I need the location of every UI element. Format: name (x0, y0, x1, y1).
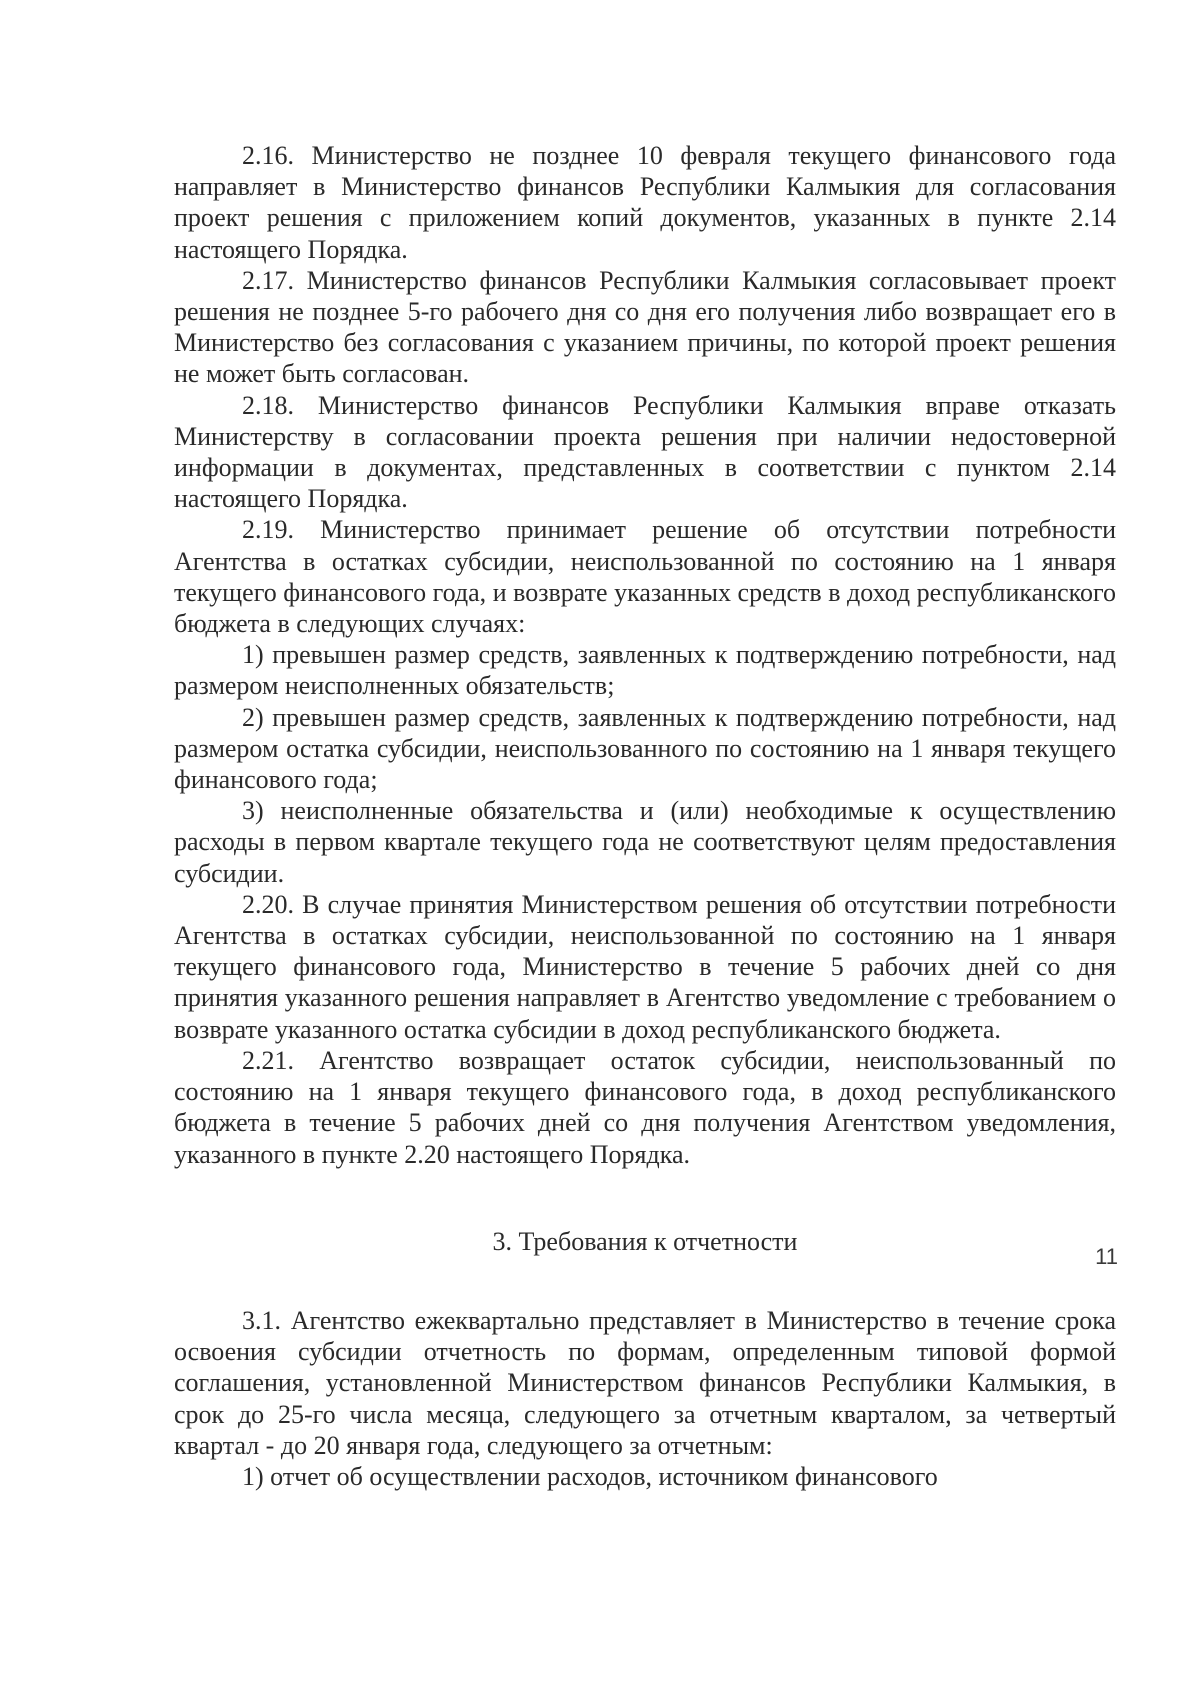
paragraph-2-20: 2.20. В случае принятия Министерством решения об отсутствии потребности Агентства в остатках субсидии, неиспользованной по состоянию на 1 января текущего финансового года, Министерство в течение 5 рабочих дней со дня принятия указанного решения направляет в Агентство уведомление с требованием о возврате указанного остатка субсидии в доход республиканского бюджета. (174, 889, 1116, 1044)
list-item-1: 1) превышен размер средств, заявленных к подтверждению потребности, над размером неисполненных обязательств; (174, 640, 1116, 701)
list-item-3: 3) неисполненные обязательства и (или) необходимые к осуществлению расходы в первом квартале текущего года не соответствуют целям предоставления субсидии. (174, 796, 1116, 888)
paragraph-2-21: 2.21. Агентство возвращает остаток субсидии, неиспользованный по состоянию на 1 января текущего финансового года, в доход республиканского бюджета в течение 5 рабочих дней со дня получения Агентством уведомления, указанного в пункте 2.20 настоящего Порядка. (174, 1045, 1116, 1169)
page-number: 11 (1095, 1244, 1118, 1269)
paragraph-2-19: 2.19. Министерство принимает решение об отсутствии потребности Агентства в остатках субсидии, неиспользованной по состоянию на 1 января текущего финансового года, и возврате указанных средств в доход республиканского бюджета в следующих случаях: (174, 515, 1116, 639)
list-item-report-1: 1) отчет об осуществлении расходов, источником финансового (242, 1461, 938, 1491)
paragraph-3-1: 3.1. Агентство ежеквартально представляет в Министерство в течение срока освоения субсидии отчетность по формам, определенным типовой формой соглашения, установленной Министерством финансов Республики Калмыкия, в срок до 25-го числа месяца, следующего за отчетным кварталом, за четвертый квартал - до 20 января года, следующего за отчетным: (174, 1305, 1116, 1460)
document-body (174, 140, 1116, 1492)
paragraph-2-17: 2.17. Министерство финансов Республики Калмыкия согласовывает проект решения не позднее 5-го рабочего дня со дня его получения либо возвращает его в Министерство без согласования с указанием причины, по которой проект решения не может быть согласован. (174, 265, 1116, 389)
paragraph-2-16: 2.16. Министерство не позднее 10 февраля текущего финансового года направляет в Министерство финансов Республики Калмыкия для согласования проект решения с приложением копий документов, указанных в пункте 2.14 настоящего Порядка. (174, 141, 1116, 264)
paragraph-2-18: 2.18. Министерство финансов Республики Калмыкия вправе отказать Министерству в согласовании проекта решения при наличии недостоверной информации в документах, представленных в соответствии с пунктом 2.14 настоящего Порядка. (174, 390, 1116, 514)
section-heading: 3. Требования к отчетности (492, 1226, 798, 1256)
list-item-2: 2) превышен размер средств, заявленных к подтверждению потребности, над размером остатка субсидии, неиспользованного по состоянию на 1 января текущего финансового года; (174, 702, 1116, 795)
